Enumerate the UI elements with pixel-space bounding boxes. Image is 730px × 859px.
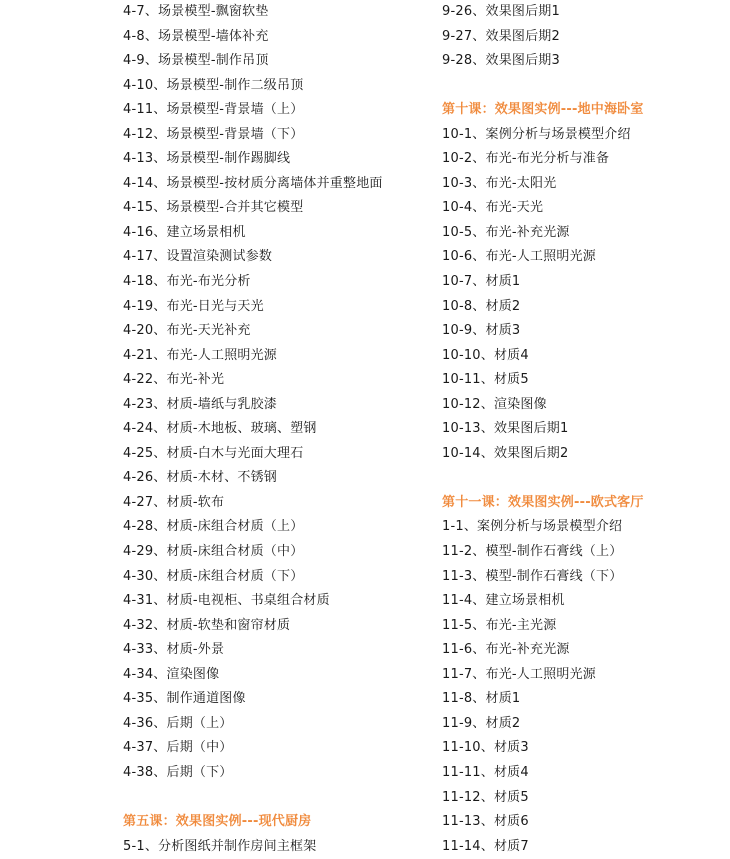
lesson-item: 10-1、案例分析与场景模型介绍: [442, 126, 631, 142]
lesson-item: 9-26、效果图后期1: [442, 4, 560, 19]
lesson-item: 4-35、制作通道图像: [123, 691, 246, 707]
lesson-item: 4-31、材质-电视柜、书桌组合材质: [123, 593, 330, 609]
lesson-item: 4-25、材质-白木与光面大理石: [123, 445, 304, 461]
course-list-right-column: [442, 0, 730, 859]
lesson-item: 4-16、建立场景相机: [123, 224, 246, 240]
lesson-item: 11-3、模型-制作石膏线（下）: [442, 568, 623, 584]
lesson-item: 4-26、材质-木材、不锈钢: [123, 470, 277, 486]
lesson-item: 10-13、效果图后期1: [442, 421, 569, 437]
lesson-item: 4-27、材质-软布: [123, 494, 225, 510]
lesson-item: 10-11、材质5: [442, 372, 529, 388]
course-list-left-column: [123, 0, 423, 859]
lesson-item: 11-12、材质5: [442, 789, 529, 805]
section-heading: 第十一课：效果图实例---欧式客厅: [442, 494, 644, 510]
lesson-item: 10-7、材质1: [442, 274, 521, 290]
lesson-item: 4-28、材质-床组合材质（上）: [123, 519, 304, 535]
lesson-item: 10-5、布光-补充光源: [442, 224, 570, 240]
lesson-item: 4-24、材质-木地板、玻璃、塑钢: [123, 421, 317, 437]
lesson-item: 4-19、布光-日光与天光: [123, 298, 264, 314]
lesson-item: 11-14、材质7: [442, 838, 529, 854]
spacer: [442, 74, 730, 99]
lesson-item: 4-17、设置渲染测试参数: [123, 249, 273, 265]
lesson-item: 4-11、场景模型-背景墙（上）: [123, 102, 304, 118]
lesson-item: 4-30、材质-床组合材质（下）: [123, 568, 304, 584]
lesson-item: 4-14、场景模型-按材质分离墙体并重整地面: [123, 175, 383, 191]
lesson-item: 4-36、后期（上）: [123, 715, 233, 731]
lesson-item: 11-7、布光-人工照明光源: [442, 666, 596, 682]
lesson-item: 4-21、布光-人工照明光源: [123, 347, 277, 363]
lesson-item: 4-29、材质-床组合材质（中）: [123, 544, 304, 560]
lesson-item: 4-38、后期（下）: [123, 764, 233, 780]
section-heading: 第十课：效果图实例---地中海卧室: [442, 102, 644, 118]
lesson-item: 10-14、效果图后期2: [442, 445, 569, 461]
lesson-item: 10-9、材质3: [442, 323, 521, 339]
lesson-item: 4-34、渲染图像: [123, 666, 220, 682]
lesson-item: 4-12、场景模型-背景墙（下）: [123, 126, 304, 142]
lesson-item: 4-18、布光-布光分析: [123, 274, 251, 290]
lesson-item: 11-9、材质2: [442, 715, 521, 731]
spacer: [442, 466, 730, 491]
lesson-item: 4-23、材质-墙纸与乳胶漆: [123, 396, 277, 412]
lesson-item: 10-2、布光-布光分析与准备: [442, 151, 610, 167]
lesson-item: 11-5、布光-主光源: [442, 617, 557, 633]
lesson-item: 4-15、场景模型-合并其它模型: [123, 200, 304, 216]
lesson-item: 4-7、场景模型-飘窗软垫: [123, 4, 269, 19]
lesson-item: 4-33、材质-外景: [123, 642, 225, 658]
lesson-item: 11-11、材质4: [442, 764, 529, 780]
lesson-item: 1-1、案例分析与场景模型介绍: [442, 519, 623, 535]
lesson-item: 10-3、布光-太阳光: [442, 175, 557, 191]
lesson-item: 11-2、模型-制作石膏线（上）: [442, 544, 623, 560]
lesson-item: 4-32、材质-软垫和窗帘材质: [123, 617, 291, 633]
lesson-item: 9-27、效果图后期2: [442, 28, 560, 44]
lesson-item: 10-6、布光-人工照明光源: [442, 249, 596, 265]
spacer: [123, 786, 423, 811]
lesson-item: 10-8、材质2: [442, 298, 521, 314]
lesson-item: 4-10、场景模型-制作二级吊顶: [123, 77, 304, 93]
lesson-item: 11-10、材质3: [442, 740, 529, 756]
lesson-item: 10-10、材质4: [442, 347, 529, 363]
lesson-item: 10-4、布光-天光: [442, 200, 544, 216]
lesson-item: 9-28、效果图后期3: [442, 53, 560, 69]
lesson-item: 4-9、场景模型-制作吊顶: [123, 53, 269, 69]
lesson-item: 4-20、布光-天光补充: [123, 323, 251, 339]
lesson-item: 10-12、渲染图像: [442, 396, 547, 412]
lesson-item: 4-8、场景模型-墙体补充: [123, 28, 269, 44]
lesson-item: 4-13、场景模型-制作踢脚线: [123, 151, 291, 167]
lesson-item: 11-6、布光-补充光源: [442, 642, 570, 658]
lesson-item: 11-8、材质1: [442, 691, 521, 707]
lesson-item: 11-4、建立场景相机: [442, 593, 565, 609]
lesson-item: 11-13、材质6: [442, 814, 529, 830]
lesson-item: 5-1、分析图纸并制作房间主框架: [123, 838, 317, 854]
lesson-item: 4-22、布光-补光: [123, 372, 225, 388]
section-heading: 第五课：效果图实例---现代厨房: [123, 814, 312, 830]
lesson-item: 4-37、后期（中）: [123, 740, 233, 756]
